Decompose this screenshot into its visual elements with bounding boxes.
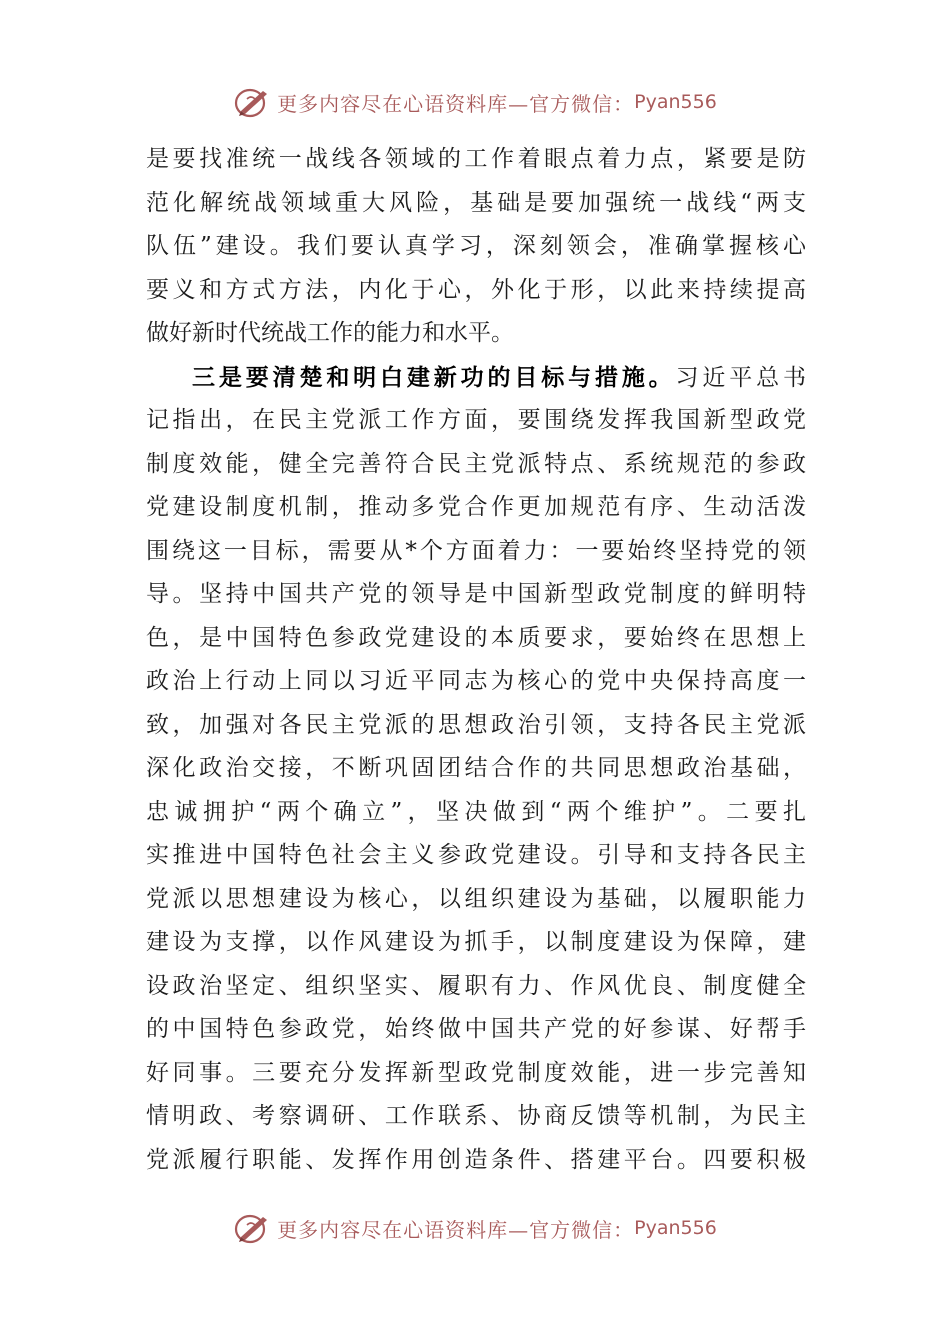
text-line: 政治上行动上同以习近平同志为核心的党中央保持高度一 (146, 668, 806, 694)
watermark-handle: Pyan556 (634, 91, 717, 113)
text-line: 致，加强对各民主党派的思想政治引领，支持各民主党派 (146, 711, 806, 738)
text-fragment: 习近平总书 (675, 364, 807, 391)
text-line: 建设为支撑，以作风建设为抓手，以制度建设为保障，建 (146, 929, 806, 955)
text-line: 党派以思想建设为核心，以组织建设为基础，以履职能力 (146, 885, 806, 912)
text-line: 队伍”建设。我们要认真学习，深刻领会，准确掌握核心 (146, 233, 806, 259)
text-line: 好同事。三要充分发挥新型政党制度效能，进一步完善知 (146, 1059, 806, 1086)
footer-watermark (0, 1208, 950, 1248)
text-line: 围绕这一目标，需要从*个方面着力：一要始终坚持党的领 (146, 537, 806, 564)
watermark-handle: Pyan556 (634, 1217, 717, 1239)
text-line: 党建设制度机制，推动多党合作更加规范有序、生动活泼 (146, 494, 806, 520)
text-line: 范化解统战领域重大风险，基础是要加强统一战线“两支 (146, 189, 806, 216)
paragraph-start-line (146, 356, 806, 400)
text-line: 要义和方式方法，内化于心，外化于形，以此来持续提高 (146, 276, 806, 303)
bold-heading: 三是要清楚和明白建新功的目标与措施。 (192, 363, 676, 391)
text-line: 情明政、考察调研、工作联系、协商反馈等机制，为民主 (146, 1103, 806, 1129)
text-line: 制度效能，健全完善符合民主党派特点、系统规范的参政 (146, 450, 806, 477)
text-line: 记指出，在民主党派工作方面，要围绕发挥我国新型政党 (146, 407, 806, 433)
pen-logo-icon (233, 85, 271, 119)
text-line: 深化政治交接，不断巩固团结合作的共同思想政治基础， (146, 755, 806, 781)
watermark-text: 更多内容尽在心语资料库—官方微信： (277, 91, 635, 116)
text-line: 的中国特色参政党，始终做中国共产党的好参谋、好帮手 (146, 1016, 806, 1042)
text-line: 设政治坚定、组织坚实、履职有力、作风优良、制度健全 (146, 972, 806, 999)
pen-logo-icon (233, 1211, 271, 1245)
text-line: 实推进中国特色社会主义参政党建设。引导和支持各民主 (146, 842, 806, 868)
document-body (146, 138, 806, 1182)
text-line: 做好新时代统战工作的能力和水平。 (146, 320, 514, 346)
text-line: 色，是中国特色参政党建设的本质要求，要始终在思想上 (146, 624, 806, 651)
text-line: 党派履行职能、发挥作用创造条件、搭建平台。四要积极 (146, 1146, 806, 1173)
text-line: 忠诚拥护“两个确立”，坚决做到“两个维护”。二要扎 (146, 798, 806, 825)
header-watermark (0, 82, 950, 122)
watermark-text: 更多内容尽在心语资料库—官方微信： (277, 1217, 635, 1242)
text-line: 是要找准统一战线各领域的工作着眼点着力点，紧要是防 (146, 146, 806, 172)
text-line: 导。坚持中国共产党的领导是中国新型政党制度的鲜明特 (146, 581, 806, 607)
